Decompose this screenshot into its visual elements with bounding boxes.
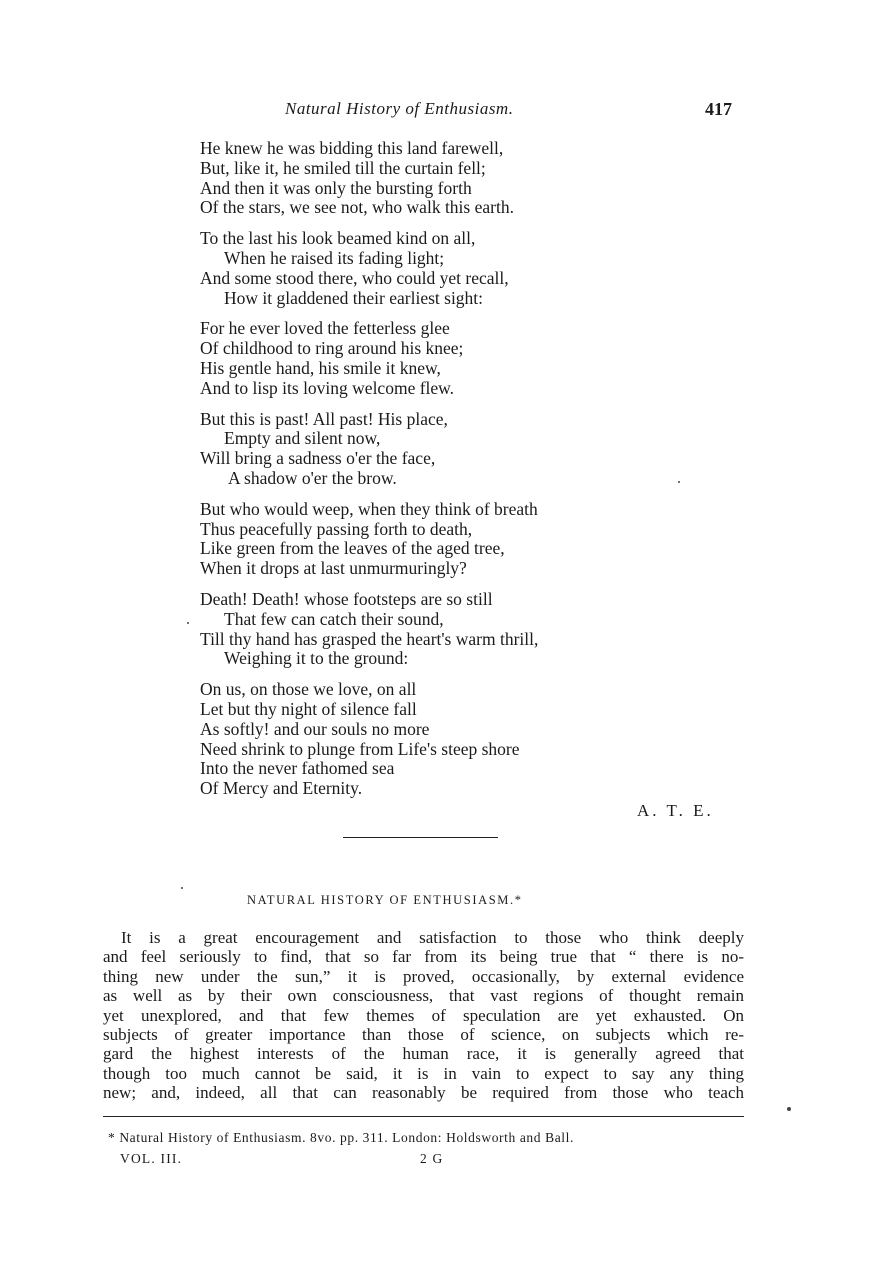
poem-stanza — [200, 590, 720, 669]
poem-line: But this is past! All past! His place, — [200, 408, 448, 429]
poem-line: Into the never fathomed sea — [200, 758, 395, 779]
poem-line: That few can catch their sound, — [224, 608, 444, 629]
poem-line: Till thy hand has grasped the heart's warm thrill, — [200, 628, 539, 649]
poem-line: When he raised its fading light; — [224, 247, 445, 268]
poem-line: His gentle hand, his smile it knew, — [200, 357, 441, 378]
poem-line: As softly! and our souls no more — [200, 718, 430, 739]
poem-line: Death! Death! whose footsteps are so still — [200, 588, 493, 609]
paragraph-line: subjects of greater importance than those of science, on subjects which re- — [103, 1025, 744, 1045]
signature-mark: 2 G — [420, 1151, 444, 1166]
poem-signature: A. T. E. — [637, 801, 714, 820]
page-number: 417 — [705, 99, 732, 119]
poem-stanza — [200, 680, 720, 799]
footnote-rule — [103, 1116, 744, 1117]
running-title: Natural History of Enthusiasm. — [285, 99, 514, 118]
poem-line: How it gladdened their earliest sight: — [224, 287, 484, 308]
poem-stanza — [200, 319, 720, 398]
print-speck — [181, 887, 183, 889]
poem-stanza — [200, 229, 720, 308]
poem-line: And to lisp its loving welcome flew. — [200, 377, 455, 398]
poem-line: On us, on those we love, on all — [200, 679, 417, 700]
paragraph-line: thing new under the sun,” it is proved, occasionally, by external evidence — [103, 966, 744, 986]
paragraph-line: yet unexplored, and that few themes of speculation are yet exhausted. On — [103, 1005, 744, 1025]
poem-line: Weighing it to the ground: — [224, 648, 409, 669]
footnote: * Natural History of Enthusiasm. 8vo. pp. 311. London: Holdsworth and Ball. — [108, 1130, 574, 1145]
section-divider — [343, 837, 498, 838]
paragraph-line: It is a great encouragement and satisfaction to those who think deeply — [121, 928, 744, 947]
poem-line: But who would weep, when they think of breath — [200, 498, 538, 519]
paragraph-line: gard the highest interests of the human race, it is generally agreed that — [103, 1044, 744, 1064]
running-head — [0, 99, 886, 123]
poem-line: For he ever loved the fetterless glee — [200, 318, 450, 339]
poem-line: But, like it, he smiled till the curtain fell; — [200, 157, 486, 178]
volume-line — [120, 1151, 760, 1167]
poem-stanza — [200, 410, 720, 489]
poem-line: Of Mercy and Eternity. — [200, 778, 363, 799]
poem-line: Of childhood to ring around his knee; — [200, 338, 464, 359]
poem-line: Like green from the leaves of the aged tree, — [200, 538, 505, 559]
paragraph-line: though too much cannot be said, it is in vain to expect to say any thing — [103, 1063, 744, 1083]
poem-line: And some stood there, who could yet recall, — [200, 267, 509, 288]
poem-line: A shadow o'er the brow. — [228, 467, 397, 488]
paragraph-line: as well as by their own consciousness, that vast regions of thought remain — [103, 986, 744, 1006]
print-speck — [787, 1107, 791, 1111]
poem-line: Empty and silent now, — [224, 428, 381, 449]
poem-line: Of the stars, we see not, who walk this earth. — [200, 197, 514, 218]
print-speck — [678, 481, 680, 483]
poem-stanza — [200, 139, 720, 218]
poem-line: Let but thy night of silence fall — [200, 698, 417, 719]
paragraph-line: new; and, indeed, all that can reasonably be required from those who teach — [103, 1083, 744, 1103]
poem-line: Thus peacefully passing forth to death, — [200, 518, 473, 539]
poem-line: Need shrink to plunge from Life's steep shore — [200, 738, 520, 759]
print-speck — [187, 622, 189, 624]
poem-stanza — [200, 500, 720, 579]
section-heading: NATURAL HISTORY OF ENTHUSIASM.* — [247, 893, 523, 907]
poem-line: To the last his look beamed kind on all, — [200, 228, 476, 249]
poem-line: When it drops at last unmurmuringly? — [200, 558, 467, 579]
body-paragraph — [103, 928, 744, 1103]
paragraph-line: and feel seriously to find, that so far from its being true that “ there is no- — [103, 947, 744, 967]
poem — [200, 139, 720, 810]
poem-line: Will bring a sadness o'er the face, — [200, 448, 436, 469]
volume-label: VOL. III. — [120, 1151, 183, 1166]
poem-line: And then it was only the bursting forth — [200, 177, 472, 198]
poem-line: He knew he was bidding this land farewell, — [200, 138, 504, 158]
